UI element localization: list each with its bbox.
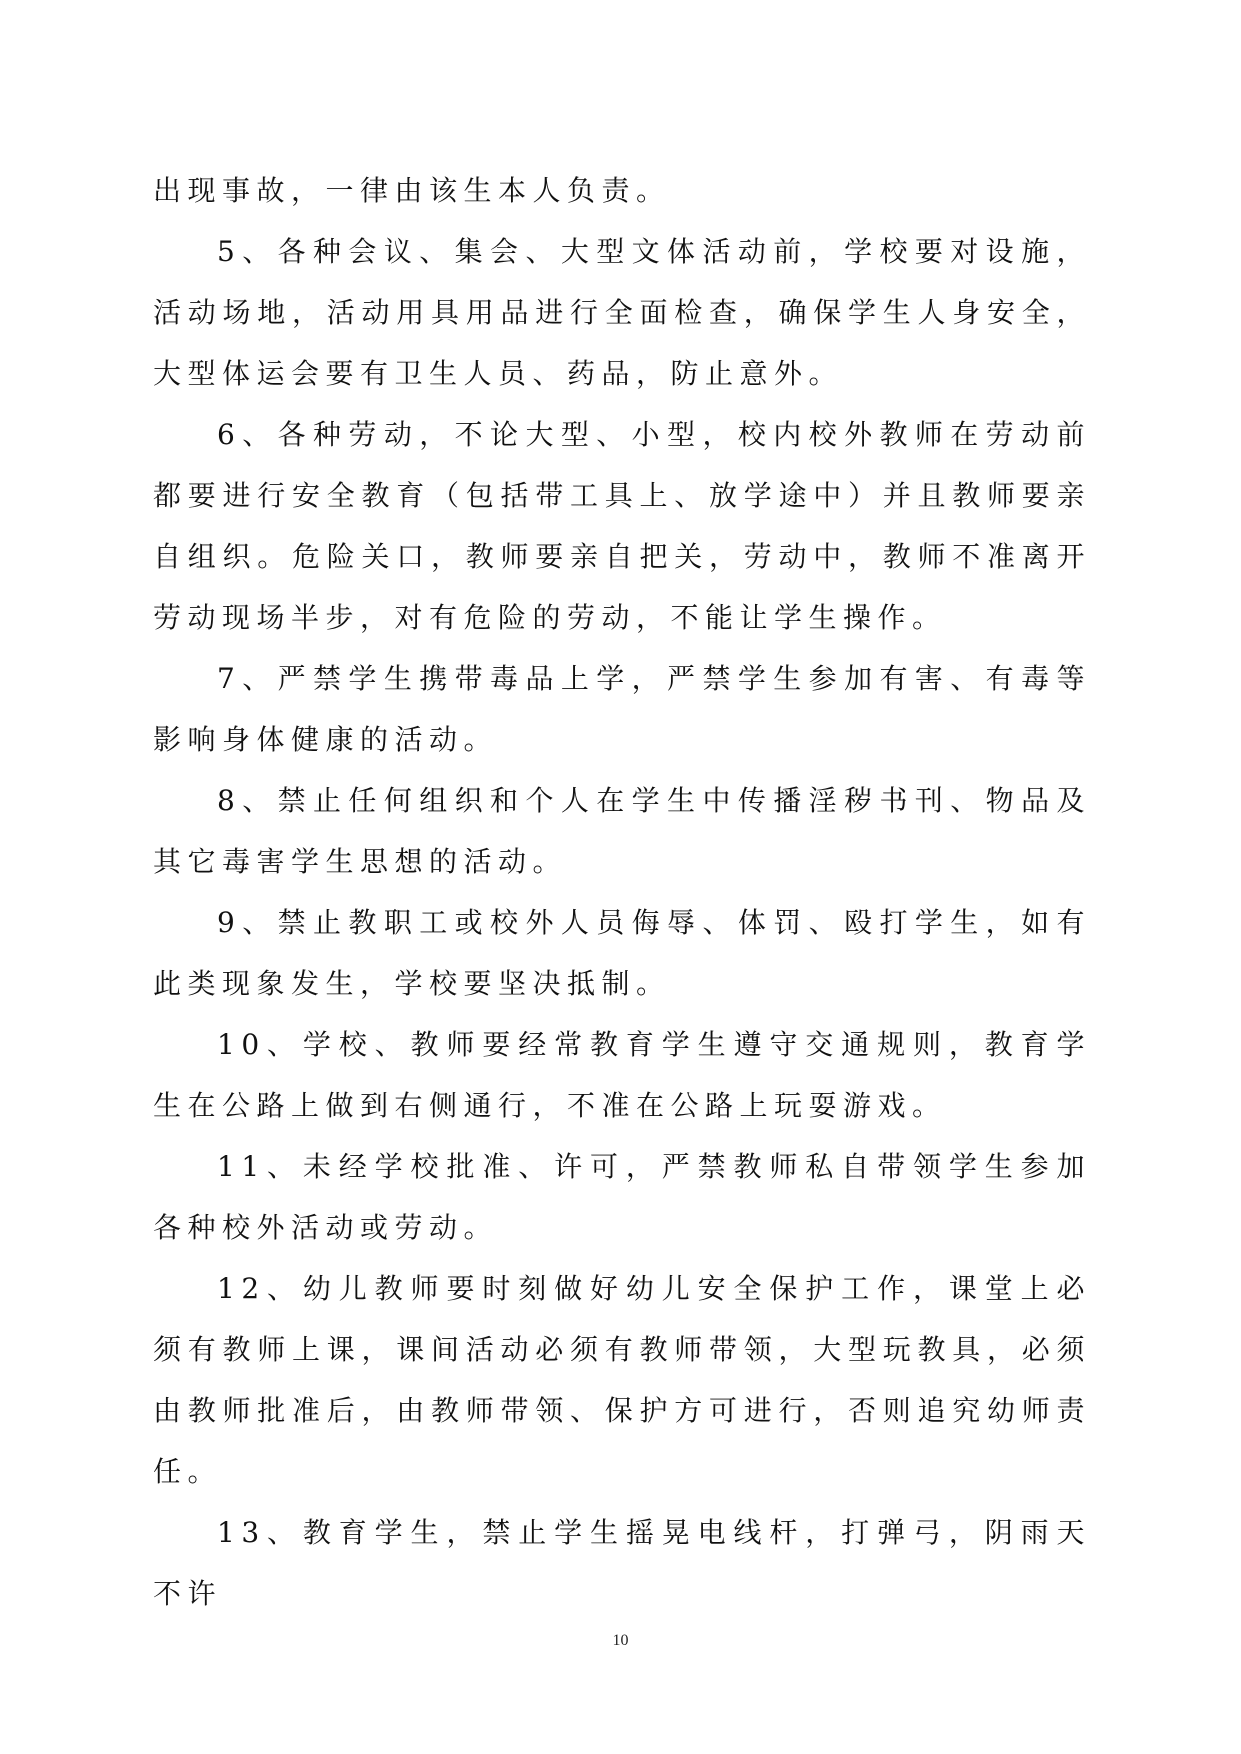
paragraph-item-9: 9、禁止教职工或校外人员侮辱、体罚、殴打学生，如有此类现象发生，学校要坚决抵制。 bbox=[153, 906, 1091, 1000]
paragraph-item-11: 11、未经学校批准、许可，严禁教师私自带领学生参加各种校外活动或劳动。 bbox=[153, 1150, 1091, 1244]
paragraph-item-5: 5、各种会议、集会、大型文体活动前，学校要对设施，活动场地，活动用具用品进行全面检查，确保学生人身安全，大型体运会要有卫生人员、药品，防止意外。 bbox=[153, 235, 1091, 390]
page-number: 10 bbox=[612, 1632, 629, 1649]
document-body bbox=[153, 160, 1091, 1624]
paragraph-item-6: 6、各种劳动，不论大型、小型，校内校外教师在劳动前都要进行安全教育（包括带工具上、放学途中）并且教师要亲自组织。危险关口，教师要亲自把关，劳动中，教师不准离开劳动现场半步，对有危险的劳动，不能让学生操作。 bbox=[153, 418, 1091, 634]
paragraph-item-13: 13、教育学生，禁止学生摇晃电线杆，打弹弓，阴雨天不许 bbox=[153, 1516, 1091, 1610]
paragraph-item-12: 12、幼儿教师要时刻做好幼儿安全保护工作，课堂上必须有教师上课，课间活动必须有教师带领，大型玩教具，必须由教师批准后，由教师带领、保护方可进行，否则追究幼师责任。 bbox=[153, 1272, 1091, 1488]
paragraph-item-10: 10、学校、教师要经常教育学生遵守交通规则，教育学生在公路上做到右侧通行，不准在公路上玩耍游戏。 bbox=[153, 1028, 1091, 1122]
paragraph-item-8: 8、禁止任何组织和个人在学生中传播淫秽书刊、物品及其它毒害学生思想的活动。 bbox=[153, 784, 1091, 878]
paragraph-continuation: 出现事故，一律由该生本人负责。 bbox=[153, 174, 671, 207]
paragraph-item-7: 7、严禁学生携带毒品上学，严禁学生参加有害、有毒等影响身体健康的活动。 bbox=[153, 662, 1091, 756]
